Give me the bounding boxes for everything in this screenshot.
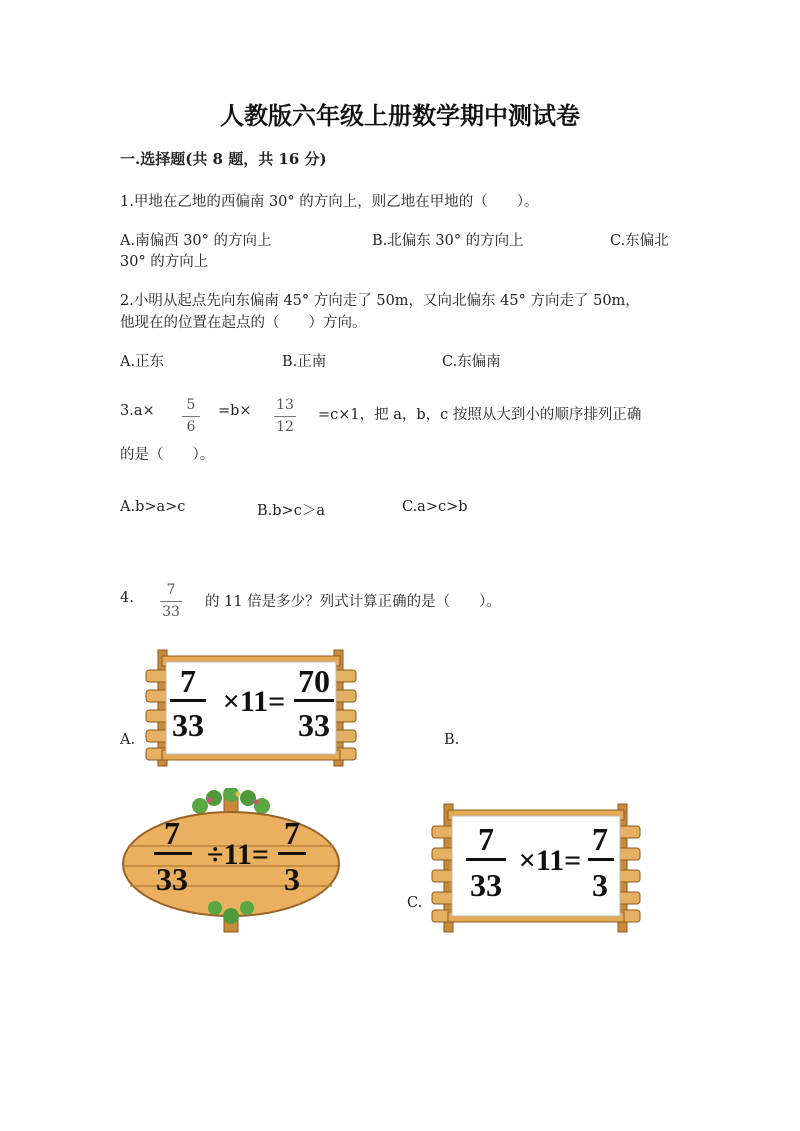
option-b-sign-image [120, 788, 344, 934]
question-1-option-c: C.东偏北 [610, 233, 669, 249]
question-4-option-c-label: C. [407, 895, 423, 911]
fraction-numerator: 7 [166, 582, 176, 598]
question-4-prefix: 4. [120, 590, 134, 606]
question-3-stem-line2: 的是（ ）。 [120, 447, 215, 463]
sign-a-denominator-2: 33 [298, 707, 330, 743]
question-3-suffix: =c×1，把 a，b，c 按照从大到小的顺序排列正确 [318, 407, 642, 423]
sign-c-denominator-2: 3 [592, 867, 608, 903]
sign-c-numerator-2: 7 [592, 821, 608, 857]
question-3-fraction-1 [182, 397, 200, 435]
question-4-suffix: 的 11 倍是多少？列式计算正确的是（ ）。 [205, 594, 501, 610]
question-3-middle: =b× [218, 403, 252, 419]
question-2-option-c: C.东偏南 [442, 354, 501, 370]
sign-b-numerator-1: 7 [164, 815, 180, 851]
question-2-stem-line2: 他现在的位置在起点的（ ）方向。 [120, 315, 367, 331]
question-4-fraction [160, 582, 182, 620]
option-c-sign-image [430, 802, 644, 934]
sign-a-numerator-1: 7 [180, 663, 196, 699]
question-1-option-a: A.南偏西 30° 的方向上 [120, 233, 272, 249]
fraction-bar [274, 416, 296, 417]
fraction-denominator: 12 [276, 419, 294, 435]
sign-a-numerator-2: 70 [298, 663, 330, 699]
question-3-option-c: C.a>c>b [402, 499, 468, 515]
question-2-stem-line1: 2.小明从起点先向东偏南 45° 方向走了 50m，又向北偏东 45° 方向走了 50m， [120, 293, 640, 309]
question-3-option-a: A.b>a>c [120, 499, 186, 515]
question-3-option-b: B.b>c＞a [257, 503, 325, 519]
question-1-option-c-cont: 30° 的方向上 [120, 254, 209, 270]
sign-c-denominator-1: 33 [470, 867, 502, 903]
question-3-prefix: 3.a× [120, 403, 155, 419]
fraction-denominator: 33 [162, 604, 180, 620]
page-title: 人教版六年级上册数学期中测试卷 [220, 101, 580, 130]
sign-c-numerator-1: 7 [478, 821, 494, 857]
fraction-denominator: 6 [186, 419, 196, 435]
sign-b-numerator-2: 7 [284, 815, 300, 851]
sign-b-operator: ÷11= [207, 838, 269, 871]
sign-a-denominator-1: 33 [172, 707, 204, 743]
sign-a-operator: ×11= [222, 685, 286, 718]
option-a-sign-image [144, 648, 360, 768]
question-4-option-b-label: B. [444, 732, 460, 748]
fraction-numerator: 5 [186, 397, 196, 413]
question-3-fraction-2 [274, 397, 296, 435]
question-1-option-b: B.北偏东 30° 的方向上 [372, 233, 524, 249]
sign-b-denominator-1: 33 [156, 861, 188, 897]
fraction-bar [182, 416, 200, 417]
section-heading: 一.选择题(共 8 题，共 16 分) [120, 150, 327, 168]
fraction-bar [160, 601, 182, 602]
question-2-option-a: A.正东 [120, 354, 165, 370]
sign-c-operator: ×11= [518, 844, 582, 877]
question-4-option-a-label: A. [120, 732, 136, 748]
question-1-stem: 1.甲地在乙地的西偏南 30° 的方向上，则乙地在甲地的（ ）。 [120, 194, 539, 210]
question-2-option-b: B.正南 [282, 354, 327, 370]
sign-b-denominator-2: 3 [284, 861, 300, 897]
fraction-numerator: 13 [276, 397, 294, 413]
